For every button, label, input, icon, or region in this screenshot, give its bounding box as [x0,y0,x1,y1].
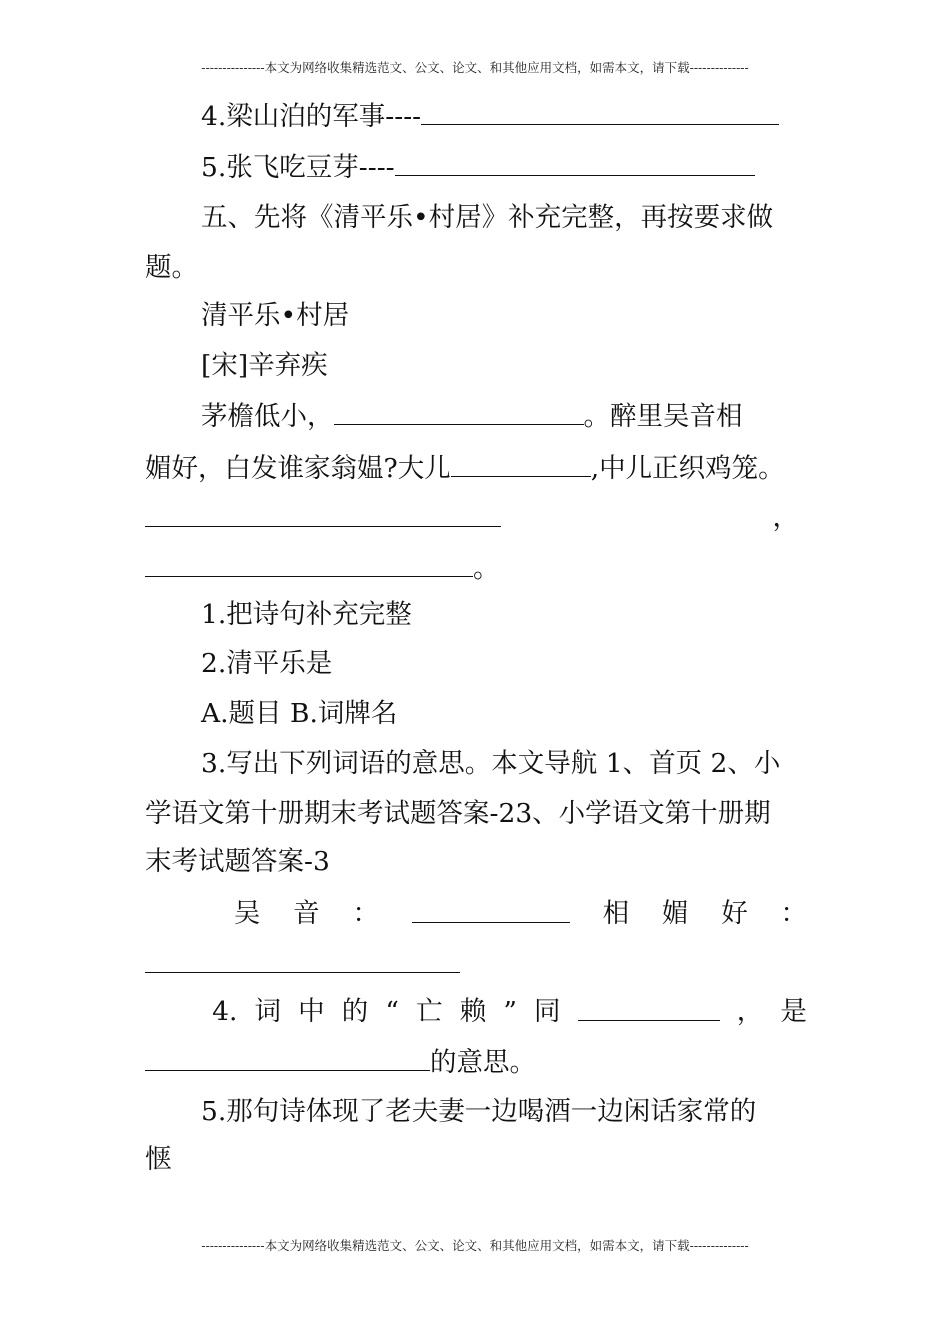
poem-text: 。醉里吴音相 [583,401,743,432]
poem-text: 媚好，白发谁家翁媪?大儿 [145,453,451,484]
word-char: 媚 [661,898,689,929]
task-3-cont-2: 末考试题答案-3 [145,846,330,877]
task-4 [145,992,807,1032]
poem-line-4 [145,548,500,588]
task-4-blank[interactable] [145,1042,430,1071]
word-char: 好 [721,898,748,929]
poem-line-2 [145,448,785,488]
task-4-text: 词 [254,996,282,1027]
task-4-text: 赖 [459,996,487,1027]
word-colon: ： [780,898,807,929]
task-4-text: 是 [780,996,807,1027]
task-4-text: ， [736,996,764,1027]
poem-punct: 。 [473,553,500,584]
task-4-text: ” [503,996,517,1027]
task-2: 2.清平乐是 [201,648,333,679]
poem-line-1 [201,396,743,436]
section-five-heading: 五、先将《清平乐•村居》补充完整，再按要求做 [201,202,774,233]
task-3-cont: 学语文第十册期末考试题答案-23、小学语文第十册期 [145,798,771,829]
word-char: 相 [602,898,630,929]
task-5: 5.那句诗体现了老夫妻一边喝酒一边闲话家常的 [201,1096,757,1127]
poem-blank[interactable] [145,498,501,527]
task-4-text: 亡 [416,996,443,1027]
poem-text: 茅檐低小， [201,401,334,432]
poem-author: [宋]辛弃疾 [201,350,328,381]
question-line-4 [201,96,779,136]
task-4-text: “ [385,996,399,1027]
question-text: 4.梁山泊的军事---- [201,101,422,132]
meaning-blank[interactable] [145,944,460,973]
task-2-options: A.题目 B.词牌名 [201,698,398,729]
word-char: 吴 [233,898,261,929]
task-4-cont [145,1042,536,1082]
poem-blank[interactable] [145,548,473,577]
section-five-heading-cont: 题。 [145,252,198,283]
task-4-blank[interactable] [578,992,720,1021]
task-4-text: 同 [534,996,561,1027]
answer-blank[interactable] [421,96,779,125]
meaning-blank[interactable] [412,894,570,923]
question-text: 5.张飞吃豆芽---- [201,152,395,183]
poem-title: 清平乐•村居 [201,300,350,331]
answer-blank[interactable] [395,147,755,176]
word-colon: ： [352,898,379,929]
question-line-5 [201,147,755,187]
poem-line-3 [145,498,807,538]
task-1: 1.把诗句补充完整 [201,599,412,630]
word-meaning-line [145,894,807,934]
page-header: ---------------本文为网络收集精选范文、公文、论文、和其他应用文档，如需本文，请下载-------------- [201,60,749,75]
poem-blank[interactable] [451,448,591,477]
poem-text: ,中儿正织鸡笼。 [590,453,785,484]
poem-blank[interactable] [334,396,584,425]
task-4-text: 中 [298,996,325,1027]
task-4-text: 4. [212,996,238,1027]
task-4-text: 的意思。 [430,1047,536,1078]
word-char: 音 [293,898,320,929]
task-4-text: 的 [341,996,369,1027]
task-5-cont: 惬 [145,1144,172,1175]
word-meaning-line-2 [145,944,460,984]
page-footer: ---------------本文为网络收集精选范文、公文、论文、和其他应用文档，如需本文，请下载-------------- [201,1238,749,1253]
poem-punct: ， [772,502,799,533]
task-3: 3.写出下列词语的意思。本文导航 1、首页 2、小 [201,748,781,779]
